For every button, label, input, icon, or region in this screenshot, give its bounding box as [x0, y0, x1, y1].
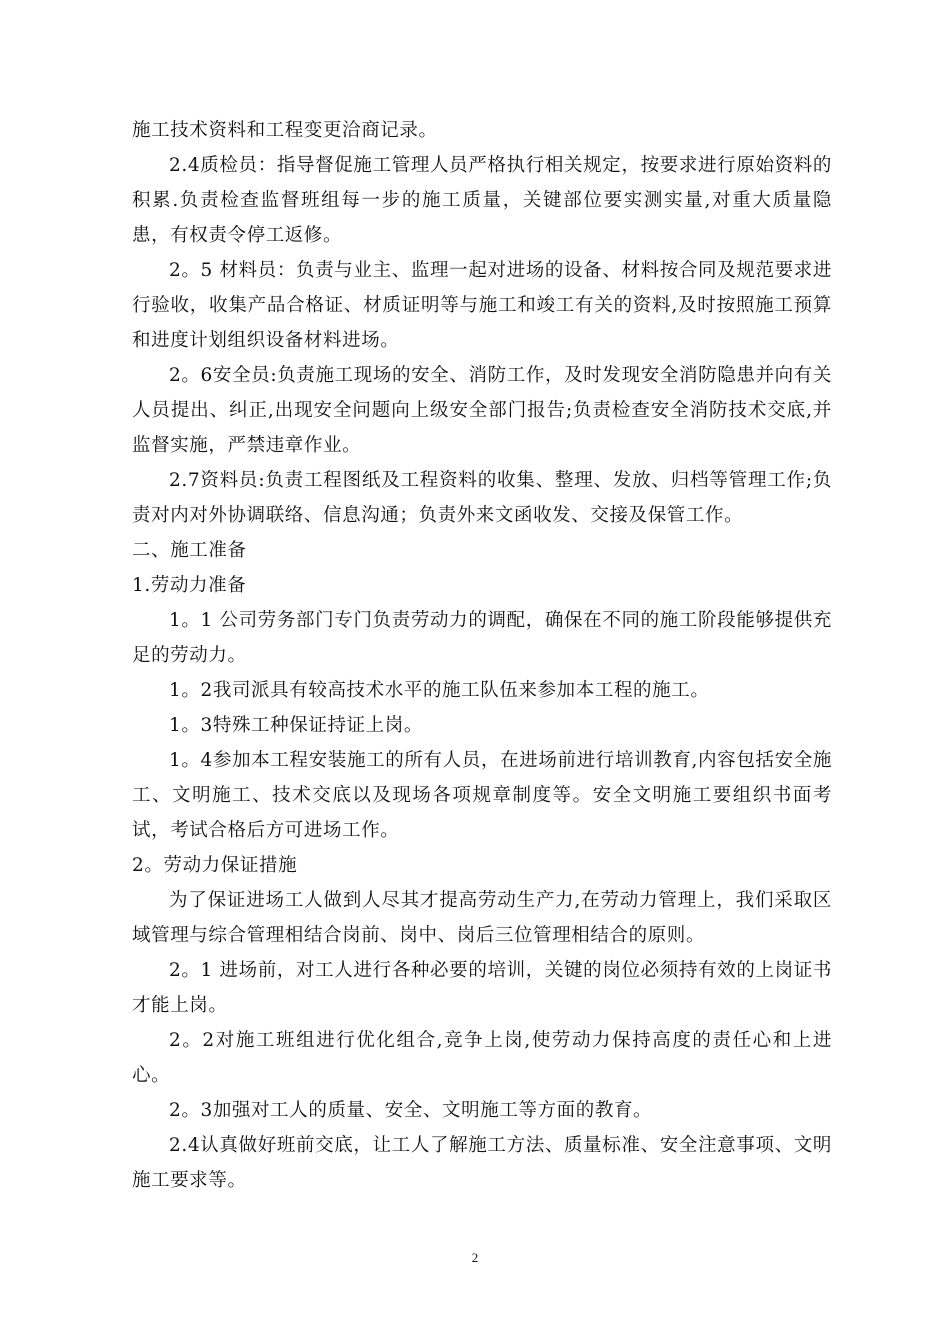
paragraph-labor-guarantee-intro: 为了保证进场工人做到人尽其才提高劳动生产力,在劳动力管理上，我们采取区域管理与综合管理相结合岗前、岗中、岗后三位管理相结合的原则。: [132, 890, 832, 946]
section-heading-construction-preparation: 二、施工准备: [132, 540, 247, 561]
document-body: [132, 113, 832, 1198]
paragraph-labor-1-3: 1。3特殊工种保证持证上岗。: [169, 715, 423, 736]
paragraph-document-officer: 2.7资料员:负责工程图纸及工程资料的收集、整理、发放、归档等管理工作;负责对内对外协调联络、信息沟通；负责外来文函收发、交接及保管工作。: [132, 470, 832, 526]
paragraph-guarantee-2-2: 2。2对施工班组进行优化组合,竞争上岗,使劳动力保持高度的责任心和上进心。: [132, 1030, 832, 1086]
paragraph-labor-1-1: 1。1 公司劳务部门专门负责劳动力的调配，确保在不同的施工阶段能够提供充足的劳动力。: [132, 610, 832, 666]
paragraph-guarantee-2-1: 2。1 进场前，对工人进行各种必要的培训，关键的岗位必须持有效的上岗证书才能上岗。: [132, 960, 832, 1016]
subsection-heading-labor-preparation: 1.劳动力准备: [132, 575, 247, 596]
paragraph-safety-officer: 2。6安全员:负责施工现场的安全、消防工作，及时发现安全消防隐患并向有关人员提出、纠正,出现安全问题向上级安全部门报告;负责检查安全消防技术交底,并监督实施，严禁违章作业。: [132, 365, 832, 456]
page-number: 2: [471, 1250, 479, 1265]
paragraph-guarantee-2-3: 2。3加强对工人的质量、安全、文明施工等方面的教育。: [169, 1100, 653, 1121]
paragraph-labor-1-4: 1。4参加本工程安装施工的所有人员，在进场前进行培训教育,内容包括安全施工、文明施工、技术交底以及现场各项规章制度等。安全文明施工要组织书面考试，考试合格后方可进场工作。: [132, 750, 832, 841]
paragraph-guarantee-2-4: 2.4认真做好班前交底，让工人了解施工方法、质量标准、安全注意事项、文明施工要求等。: [132, 1135, 832, 1191]
paragraph-quality-inspector: 2.4质检员：指导督促施工管理人员严格执行相关规定，按要求进行原始资料的积累.负责检查监督班组每一步的施工质量，关键部位要实测实量,对重大质量隐患，有权责令停工返修。: [132, 155, 832, 246]
paragraph-labor-1-2: 1。2我司派具有较高技术水平的施工队伍来参加本工程的施工。: [169, 680, 710, 701]
paragraph-continuation: 施工技术资料和工程变更洽商记录。: [132, 120, 438, 141]
subsection-heading-labor-guarantee: 2。劳动力保证措施: [132, 855, 298, 876]
paragraph-material-officer: 2。5 材料员：负责与业主、监理一起对进场的设备、材料按合同及规范要求进行验收，收集产品合格证、材质证明等与施工和竣工有关的资料,及时按照施工预算和进度计划组织设备材料进场。: [132, 260, 832, 351]
